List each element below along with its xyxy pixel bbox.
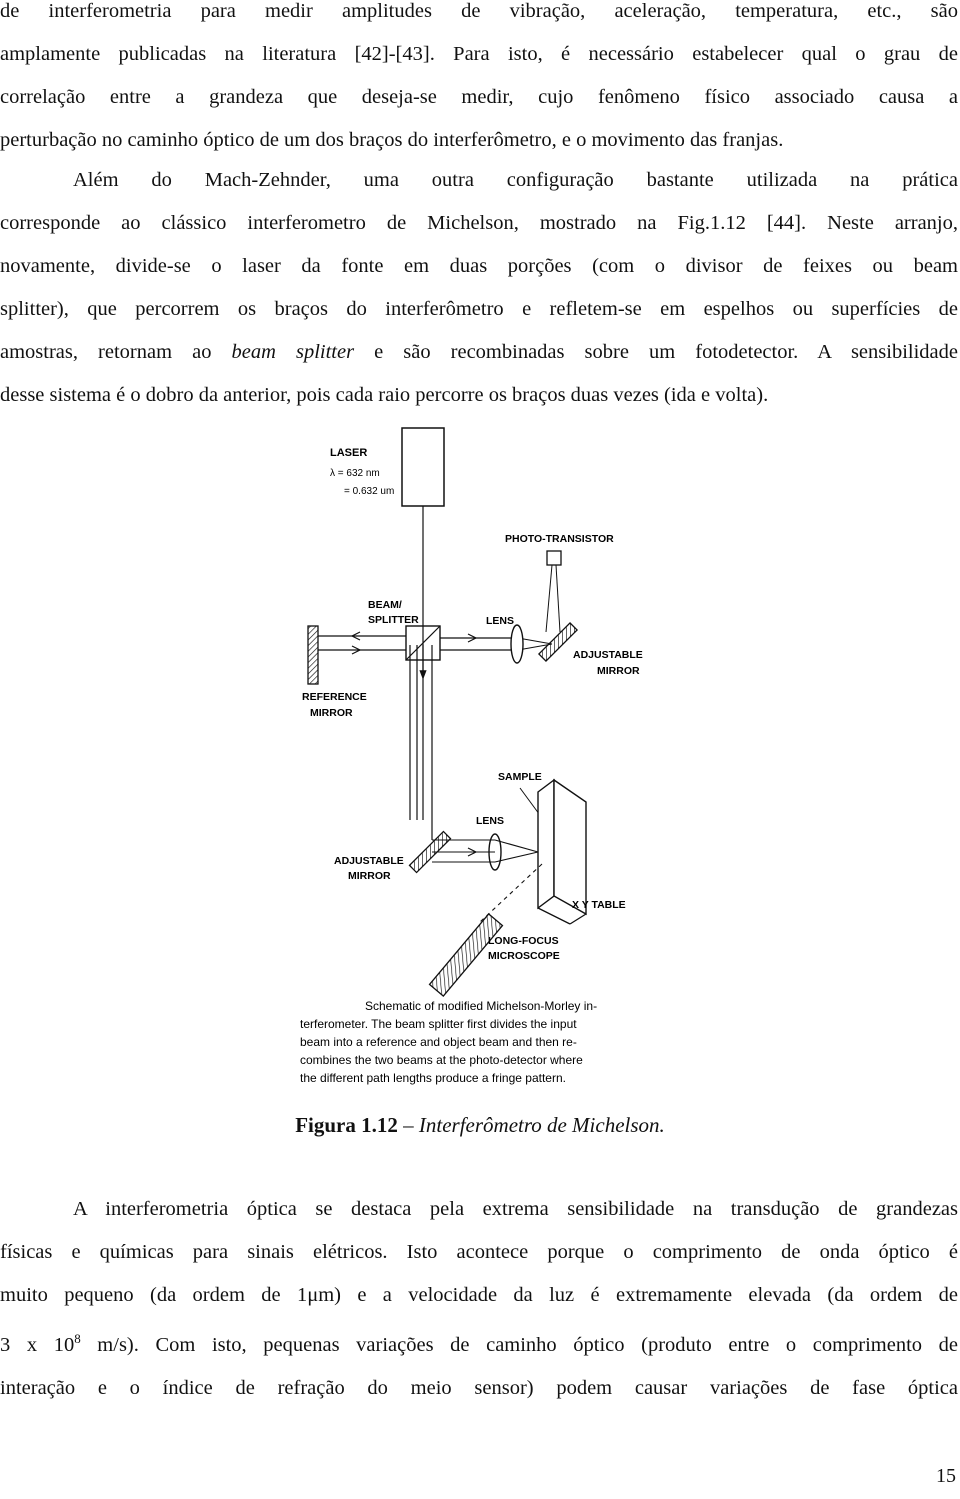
caption-dash: –: [397, 1113, 419, 1137]
text-run: m/s). Com isto, pequenas variações de caminho óptico (produto entre o comprimento de: [80, 1333, 958, 1356]
inner-caption-line: the different path lengths produce a fringe pattern.: [300, 1071, 566, 1085]
sample-plate-edge: [538, 908, 570, 924]
sample-label: SAMPLE: [498, 771, 542, 783]
photo-transistor-label: PHOTO-TRANSISTOR: [505, 533, 614, 545]
reference-mirror: [308, 626, 318, 684]
text-line: desse sistema é o dobro da anterior, pois cada raio percorre os braços duas vezes (ida e volta).: [0, 384, 769, 406]
microscope-label: LONG-FOCUS: [488, 935, 559, 947]
sample-plate: [538, 780, 554, 908]
text-line: corresponde ao clássico interferometro de Michelson, mostrado na Fig.1.12 [44]. Neste arranjo,: [0, 212, 958, 234]
lens-label: LENS: [486, 615, 515, 627]
adjustable-mirror-top: [539, 623, 577, 661]
observation-line: [480, 864, 542, 922]
paragraph-continuation: [0, 0, 958, 162]
lens-top: [511, 625, 523, 663]
microscope-label: MICROSCOPE: [488, 950, 560, 962]
inner-caption-line: beam into a reference and object beam and then re-: [300, 1035, 577, 1049]
text-line: amplamente publicadas na literatura [42]-[43]. Para isto, é necessário estabelecer qual o grau de: [0, 43, 958, 65]
laser-label: LASER: [330, 447, 368, 459]
text-line: splitter), que percorrem os braços do interferômetro e refletem-se em espelhos ou superfícies de: [0, 298, 958, 320]
inner-caption-line: Schematic of modified Michelson-Morley in-: [365, 999, 598, 1013]
figure-number: Figura 1.12: [295, 1113, 398, 1137]
paragraph-michelson: [0, 159, 958, 417]
beam-line: [546, 565, 552, 632]
text-run: 3 x 10: [0, 1333, 75, 1356]
adjustable-mirror-label: ADJUSTABLE: [573, 649, 643, 661]
text-line: novamente, divide-se o laser da fonte em duas porções (com o divisor de feixes ou beam: [0, 255, 958, 277]
beam-line: [556, 565, 560, 632]
italic-term: beam splitter: [231, 341, 355, 363]
text-line: de interferometria para medir amplitudes de vibração, aceleração, temperatura, etc., são: [0, 0, 958, 22]
figure-caption: [0, 1110, 960, 1140]
wavelength-label: = 0.632 um: [344, 486, 395, 497]
michelson-interferometer-figure: [290, 420, 670, 1100]
text-line: perturbação no caminho óptico de um dos braços do interferômetro, e o movimento das franjas.: [0, 129, 784, 151]
adjustable-mirror-label: MIRROR: [597, 665, 640, 677]
lens-label: LENS: [476, 815, 505, 827]
text-line: Além do Mach-Zehnder, uma outra configuração bastante utilizada na prática: [73, 169, 958, 191]
adjustable-mirror-label: ADJUSTABLE: [334, 855, 404, 867]
wavelength-label: λ = 632 nm: [330, 468, 380, 479]
reference-mirror-label: REFERENCE: [302, 691, 367, 703]
adjustable-mirror-label: MIRROR: [348, 870, 391, 882]
exponent: 8: [74, 1331, 81, 1346]
laser-box: [402, 428, 444, 506]
text-line: correlação entre a grandeza que deseja-se medir, cujo fenômeno físico associado causa a: [0, 86, 958, 108]
inner-caption-line: terferometer. The beam splitter first divides the input: [300, 1017, 577, 1031]
paragraph-sensitivity: [0, 1188, 958, 1410]
sample-plate-edge: [570, 914, 586, 924]
beam-splitter-label: SPLITTER: [368, 614, 419, 626]
text-line: físicas e químicas para sinais elétricos. Isto acontece porque o comprimento de onda óptico é: [0, 1241, 958, 1263]
text-line: [0, 1317, 958, 1367]
page-number: 15: [936, 1465, 956, 1487]
text-line: A interferometria óptica se destaca pela extrema sensibilidade na transdução de grandezas: [73, 1198, 958, 1220]
figure-title: Interferômetro de Michelson.: [418, 1113, 665, 1137]
text-run: e são recombinadas sobre um fotodetector. A sensibilidade: [354, 341, 958, 363]
beam-splitter-label: BEAM/: [368, 599, 402, 611]
inner-caption-line: combines the two beams at the photo-detector where: [300, 1053, 583, 1067]
sample-plate-side: [554, 780, 586, 914]
xy-table-label: X Y TABLE: [572, 899, 626, 911]
text-line: [0, 331, 958, 374]
reference-mirror-label: MIRROR: [310, 707, 353, 719]
text-run: amostras, retornam ao: [0, 341, 232, 363]
text-line: muito pequeno (da ordem de 1μm) e a velocidade da luz é extremamente elevada (da ordem de: [0, 1284, 958, 1306]
text-line: interação e o índice de refração do meio sensor) podem causar variações de fase óptica: [0, 1376, 958, 1399]
photo-transistor: [547, 551, 561, 565]
